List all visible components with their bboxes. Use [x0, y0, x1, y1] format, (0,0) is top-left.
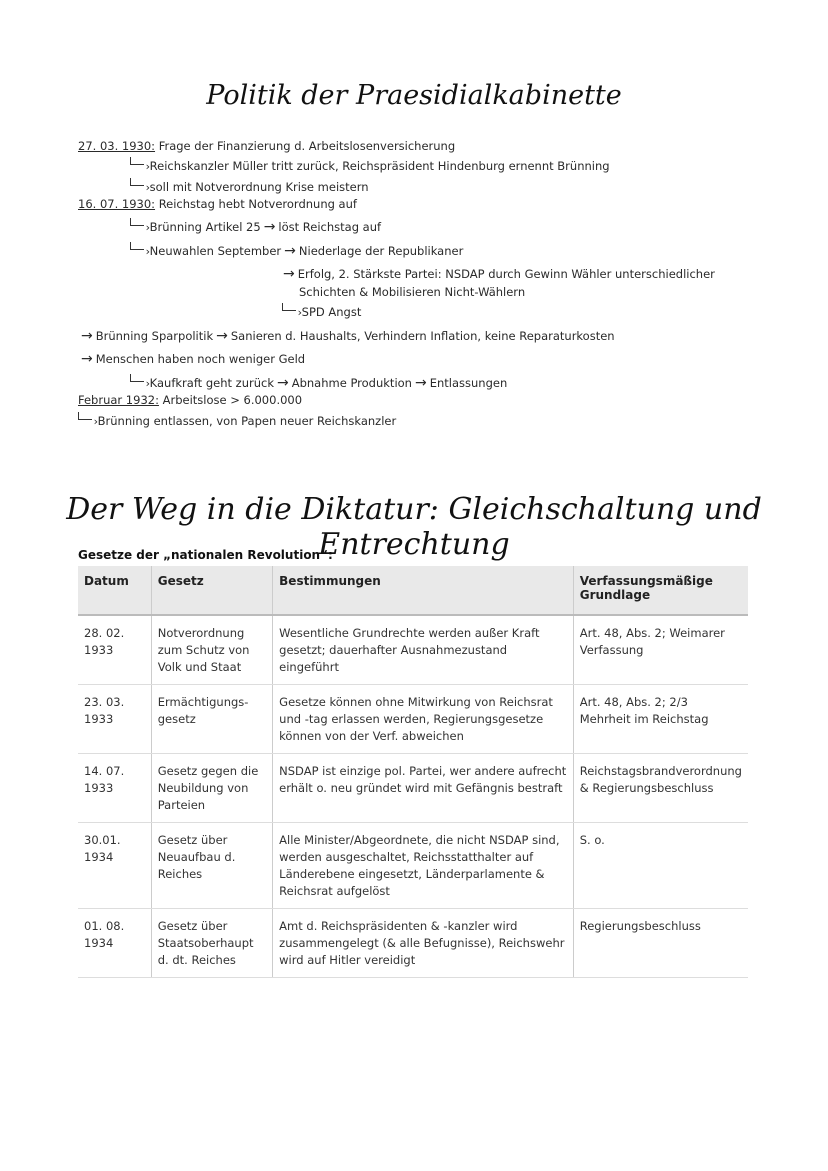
note-text: Menschen haben noch weniger Geld [95, 352, 306, 366]
cell-gesetz: Gesetz gegen die Neubildung von Parteien [151, 754, 272, 823]
note-line [280, 266, 715, 282]
page-title: Politik der Praesidialkabinette [206, 80, 622, 111]
note-text: Abnahme Produktion [291, 376, 412, 390]
cell-datum: 01. 08. 1934 [78, 909, 151, 978]
note-text: Erfolg, 2. Stärkste Partei: NSDAP durch Gewinn Wähler unterschiedlicher [297, 267, 715, 281]
note-line [130, 375, 507, 391]
right-arrow-icon: → [284, 243, 296, 259]
note-text: Entlassungen [429, 376, 508, 390]
hook-arrow-icon [130, 157, 144, 165]
cell-gesetz: Gesetz über Staatsoberhaupt d. dt. Reiches [151, 909, 272, 978]
right-arrow-icon: → [283, 266, 295, 282]
right-arrow-icon: → [276, 375, 289, 391]
note-text: Frage der Finanzierung d. Arbeitslosenversicherung [158, 139, 456, 153]
column-header-gesetz: Gesetz [151, 566, 272, 615]
table-row [78, 615, 748, 685]
note-line [78, 414, 396, 428]
table-header-row [78, 566, 748, 615]
note-text: SPD Angst [301, 305, 362, 319]
hook-arrow-icon [130, 178, 144, 186]
date-label: 27. 03. 1930: [78, 139, 156, 153]
cell-grundlage: Regierungsbeschluss [573, 909, 748, 978]
note-text: Neuwahlen September [149, 244, 282, 258]
date-label: Februar 1932: [78, 393, 159, 407]
note-line [282, 305, 361, 319]
right-arrow-icon: → [216, 328, 228, 344]
date-label: 16. 07. 1930: [78, 197, 156, 211]
cell-datum: 14. 07. 1933 [78, 754, 151, 823]
note-text: Reichstag hebt Notverordnung auf [158, 197, 357, 211]
note-line [130, 159, 610, 173]
cell-bestimmungen: Amt d. Reichspräsidenten & -kanzler wird zusammengelegt (& alle Befugnisse), Reichswehr wird auf Hitler vereidigt [273, 909, 574, 978]
note-line [78, 139, 455, 153]
laws-table [78, 566, 748, 978]
cell-gesetz: Ermächtigungs-gesetz [151, 685, 272, 754]
note-line [78, 197, 357, 211]
note-text: Brünning Sparpolitik [95, 329, 214, 343]
column-header-bestimmungen: Bestimmungen [273, 566, 574, 615]
cell-gesetz: Notverordnung zum Schutz von Volk und Staat [151, 615, 272, 685]
table-row [78, 823, 748, 909]
note-text: soll mit Notverordnung Krise meistern [149, 180, 369, 194]
note-line [78, 393, 302, 407]
column-header-datum: Datum [78, 566, 151, 615]
note-text: Kaufkraft geht zurück [149, 376, 274, 390]
cell-bestimmungen: NSDAP ist einzige pol. Partei, wer andere aufrecht erhält o. neu gründet wird mit Gefängnis bestraft [273, 754, 574, 823]
hook-arrow-icon [130, 374, 144, 382]
right-arrow-icon: → [263, 219, 276, 235]
table-row [78, 685, 748, 754]
note-text: Brünning entlassen, von Papen neuer Reichskanzler [97, 414, 397, 428]
right-arrow-icon: → [81, 328, 93, 344]
hook-arrow-icon [78, 412, 92, 420]
hook-arrow-icon [130, 242, 144, 250]
cell-datum: 28. 02. 1933 [78, 615, 151, 685]
cell-grundlage: Art. 48, Abs. 2; Weimarer Verfassung [573, 615, 748, 685]
cell-gesetz: Gesetz über Neuaufbau d. Reiches [151, 823, 272, 909]
note-text: Reichskanzler Müller tritt zurück, Reichspräsident Hindenburg ernennt Brünning [149, 159, 610, 173]
table-caption: Gesetze der „nationalen Revolution“: [78, 548, 333, 562]
right-arrow-icon: → [81, 351, 93, 367]
hook-arrow-icon [282, 303, 296, 311]
cell-grundlage: Art. 48, Abs. 2; 2/3 Mehrheit im Reichstag [573, 685, 748, 754]
cell-grundlage: S. o. [573, 823, 748, 909]
section-title: Der Weg in die Diktatur: Gleichschaltung und Entrechtung [66, 492, 762, 562]
note-line [299, 285, 525, 299]
note-text: Schichten & Mobilisieren Nicht-Wählern [299, 285, 526, 299]
note-line [130, 219, 381, 235]
column-header-grundlage: Verfassungsmäßige Grundlage [573, 566, 748, 615]
note-line [78, 328, 615, 344]
note-text: Brünning Artikel 25 [149, 220, 261, 234]
note-line [130, 243, 463, 259]
right-arrow-icon: → [414, 375, 427, 391]
note-text: Niederlage der Republikaner [298, 244, 464, 258]
cell-bestimmungen: Wesentliche Grundrechte werden außer Kraft gesetzt; dauerhafter Ausnahmezustand eingeführt [273, 615, 574, 685]
hook-arrow-icon [130, 218, 144, 226]
note-text: löst Reichstag auf [278, 220, 382, 234]
cell-bestimmungen: Gesetze können ohne Mitwirkung von Reichsrat und -tag erlassen werden, Regierungsgesetze können von der Verf. abweichen [273, 685, 574, 754]
cell-datum: 30.01. 1934 [78, 823, 151, 909]
table-row [78, 909, 748, 978]
note-text: Arbeitslose > 6.000.000 [162, 393, 303, 407]
note-line [130, 180, 369, 194]
notes-section [0, 0, 828, 440]
table-row [78, 754, 748, 823]
cell-grundlage: Reichstagsbrandverordnung & Regierungsbeschluss [573, 754, 748, 823]
cell-datum: 23. 03. 1933 [78, 685, 151, 754]
note-text: Sanieren d. Haushalts, Verhindern Inflation, keine Reparaturkosten [230, 329, 615, 343]
note-line [78, 351, 305, 367]
cell-bestimmungen: Alle Minister/Abgeordnete, die nicht NSDAP sind, werden ausgeschaltet, Reichsstatthalter auf Länderebene eingesetzt, Länderparlamente & Reichsrat aufgelöst [273, 823, 574, 909]
